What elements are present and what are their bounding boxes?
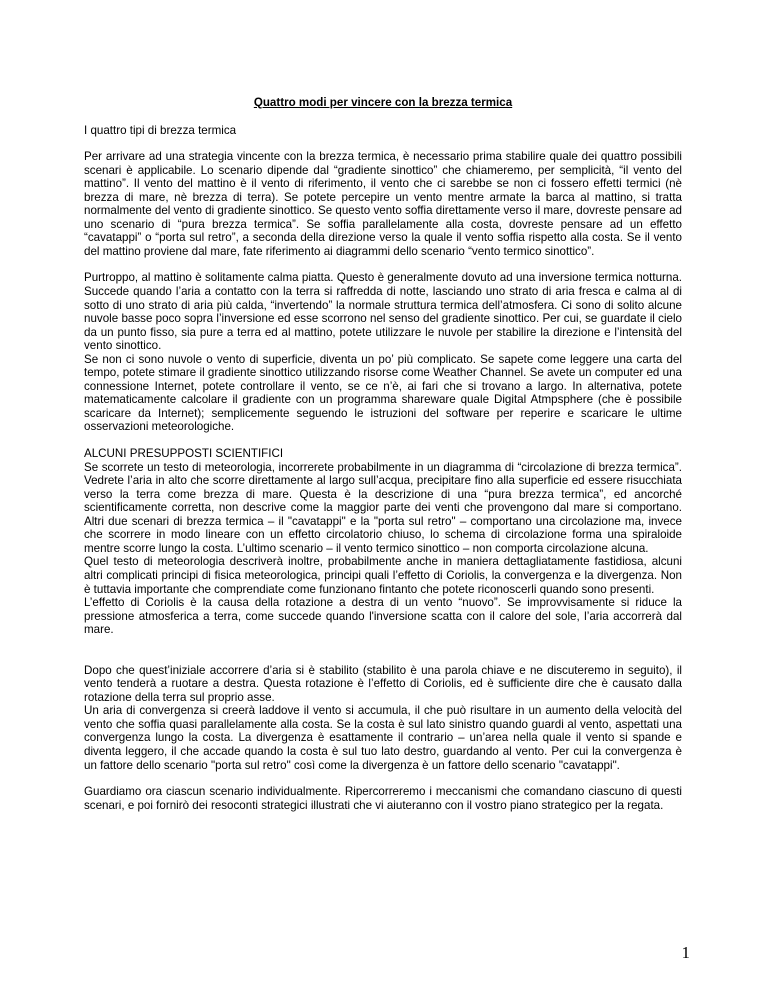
spacer — [84, 434, 682, 447]
paragraph-6: L’effetto di Coriolis è la causa della rotazione a destra di un vento “nuovo”. Se improvvisamente si riduce la pressione atmosferica a terra, come succede quando l'inversione scatta con il calore del sole, l’aria accorrerà dal mare. — [84, 596, 682, 637]
paragraph-9: Guardiamo ora ciascun scenario individualmente. Ripercorreremo i meccanismi che comandano ciascuno di questi scenari, e poi fornirò dei resoconti strategici illustrati che vi aiuteranno con il vostro piano strategico per la regata. — [84, 785, 682, 812]
document-title: Quattro modi per vincere con la brezza termica — [253, 96, 513, 109]
paragraph-2: Purtroppo, al mattino è solitamente calma piatta. Questo è generalmente dovuto ad una inversione termica notturna. Succede quando l’aria a contatto con la terra si raffredda di notte, lasciando uno strato di aria fresca e calma al di sotto di uno strato di aria più calda, “invertendo” la normale struttura termica dell’atmosfera. Ci sono di solito alcune nuvole basse poco sopra l’inversione ed esse scorrono nel senso del gradiente sinottico. Per cui, se guardate il cielo da un punto fisso, sia pure a terra ed al mattino, potete utilizzare le nuvole per stabilire la direzione e l’intensità del vento sinottico. — [84, 271, 682, 353]
spacer — [84, 772, 682, 785]
spacer — [84, 637, 682, 664]
paragraph-7: Dopo che quest’iniziale accorrere d’aria si è stabilito (stabilito è una parola chiave e ne discuteremo in seguito), il vento tenderà a ruotare a destra. Questa rotazione è l’effetto di Coriolis, ed è sufficiente dire che è causato dalla rotazione della terra sul proprio asse. — [84, 663, 682, 704]
paragraph-1: Per arrivare ad una strategia vincente con la brezza termica, è necessario prima stabilire quale dei quattro possibili scenari è applicabile. Lo scenario dipende dal “gradiente sinottico” che chiameremo, per semplicità, “il vento del mattino”. Il vento del mattino è il vento di riferimento, il vento che ci sarebbe se non ci fossero effetti termici (nè brezza di mare, nè brezza di terra). Se potete percepire un vento mentre armate la barca al mattino, si tratta normalmente del vento di gradiente sinottico. Se questo vento soffia direttamente verso il mare, dovreste pensare ad uno scenario di “pura brezza termica”. Se soffia parallelamente alla costa, dovreste pensare ad un effetto “cavatappi” o “porta sul retro”, a seconda della direzione verso la quale il vento soffia rispetto alla costa. Se il vento del mattino proviene dal mare, fate riferimento ai diagrammi dello scenario “vento termico sinottico”. — [84, 150, 682, 258]
paragraph-3: Se non ci sono nuvole o vento di superficie, diventa un po’ più complicato. Se sapete come leggere una carta del tempo, potete stimare il gradiente sinottico utilizzando risorse come Weather Channel. Se avete un computer ed una connessione Internet, potete controllare il vento, se ce n’è, ai fari che si trovano a largo. In alternativa, potete matematicamente calcolare il gradiente con un programma shareware quale Digital Atmpsphere (che è possibile scaricare da Internet); semplicemente seguendo le istruzioni del software per reperire e scaricare le ultime osservazioni meteorologiche. — [84, 352, 682, 434]
section-heading: ALCUNI PRESUPPOSTI SCIENTIFICI — [84, 447, 284, 461]
section-subtitle: I quattro tipi di brezza termica — [84, 123, 237, 137]
document-body — [84, 96, 682, 812]
paragraph-5: Quel testo di meteorologia descriverà inoltre, probabilmente anche in maniera dettagliatamente fastidiosa, alcuni altri complicati principi di fisica meteorologica, principi quali l’effetto di Coriolis, la convergenza e la divergenza. Non è tuttavia importante che comprendiate come funzionano fintanto che potete riconoscerli quando sono presenti. — [84, 555, 682, 596]
paragraph-8: Un aria di convergenza si creerà laddove il vento si accumula, il che può risultare in un aumento della velocità del vento che soffia quasi parallelamente alla costa. Se la costa è sul lato sinistro quando guardi al vento, aspettati una convergenza lungo la costa. La divergenza è esattamente il contrario – un’area nella quale il vento si spande e diventa leggero, il che accade quando la costa è sul tuo lato destro, guardando al vento. Per cui la convergenza è un fattore dello scenario "porta sul retro" così come la divergenza è un fattore dello scenario "cavatappi". — [84, 704, 682, 772]
spacer — [84, 258, 682, 271]
paragraph-4: Se scorrete un testo di meteorologia, incorrerete probabilmente in un diagramma di “circolazione di brezza termica”. Vedrete l’aria in alto che scorre direttamente al largo sull’acqua, precipitare fino alla superficie ed essere risucchiata verso la terra come brezza di mare. Questa è la descrizione di una “pura brezza termica”, ed ancorché scientificamente corretta, non descrive come la maggior parte dei venti che provengono dal mare si comportano. Altri due scenari di brezza termica – il "cavatappi" e la "porta sul retro" – comportano una circolazione ma, invece che scorrere in modo lineare con un effetto circolatorio chiuso, lo schema di circolazione forma una spiraloide mentre scorre lungo la costa. L’ultimo scenario – il vento termico sinottico – non comporta circolazione alcuna. — [84, 460, 682, 555]
page-number: 1 — [681, 943, 690, 962]
